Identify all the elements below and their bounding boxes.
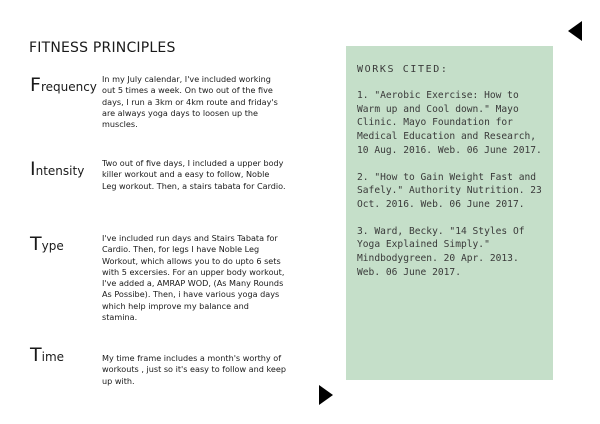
principle-type	[30, 233, 292, 341]
principle-term-rest: requency	[40, 80, 97, 94]
principle-description: Two out of five days, I included a upper body killer workout and a easy to follow, Noble Leg workout. Then, a stairs tabata for Cardio.	[102, 158, 286, 191]
principle-initial: I	[30, 158, 36, 180]
principle-time	[30, 344, 292, 386]
principle-description: I've included run days and Stairs Tabata for Cardio. Then, for legs I have Noble Leg Workout, which allows you to do upto 6 sets with 5 excersies. For an upper body workout, I've added a, AMRAP WOD, (As Many Rounds As Possibe). Then, i have various yoga days which help improve my balance and stamina.	[102, 233, 285, 323]
citation-item: 2. "How to Gain Weight Fast and Safely." Authority Nutrition. 23 Oct. 2016. Web. 06 June 2017.	[357, 171, 542, 210]
previous-page-icon[interactable]	[567, 20, 583, 42]
principle-initial: F	[30, 74, 41, 96]
page-title: FITNESS PRINCIPLES	[29, 40, 176, 56]
principle-description: My time frame includes a month's worthy of workouts , just so it's easy to follow and keep up with.	[102, 353, 286, 386]
principle-term	[30, 233, 102, 255]
principle-description: In my July calendar, I've included working out 5 times a week. On two out of the five days, I run a 3km or 4km route and friday's are always yoga days to loosen up the muscles.	[102, 74, 278, 130]
principle-term	[30, 158, 102, 180]
citation-item: 1. "Aerobic Exercise: How to Warm up and Cool down." Mayo Clinic. Mayo Foundation for Medical Education and Research, 10 Aug. 2016. Web. 06 June 2017.	[357, 90, 542, 156]
citation-item: 3. Ward, Becky. "14 Styles Of Yoga Explained Simply." Mindbodygreen. 20 Apr. 2013. Web. 06 June 2017.	[357, 225, 525, 278]
next-page-icon[interactable]	[318, 384, 334, 406]
principle-initial: T	[30, 344, 42, 366]
principle-frequency	[30, 74, 292, 138]
principle-term	[30, 344, 102, 366]
principle-term-rest: ime	[41, 350, 65, 364]
principle-term-rest: ype	[41, 239, 64, 253]
works-cited-heading: WORKS CITED:	[357, 64, 449, 75]
principle-term	[30, 74, 102, 96]
principle-intensity	[30, 158, 292, 210]
principle-term-rest: ntensity	[35, 164, 85, 178]
principle-initial: T	[30, 233, 42, 255]
works-cited-card	[346, 46, 553, 380]
